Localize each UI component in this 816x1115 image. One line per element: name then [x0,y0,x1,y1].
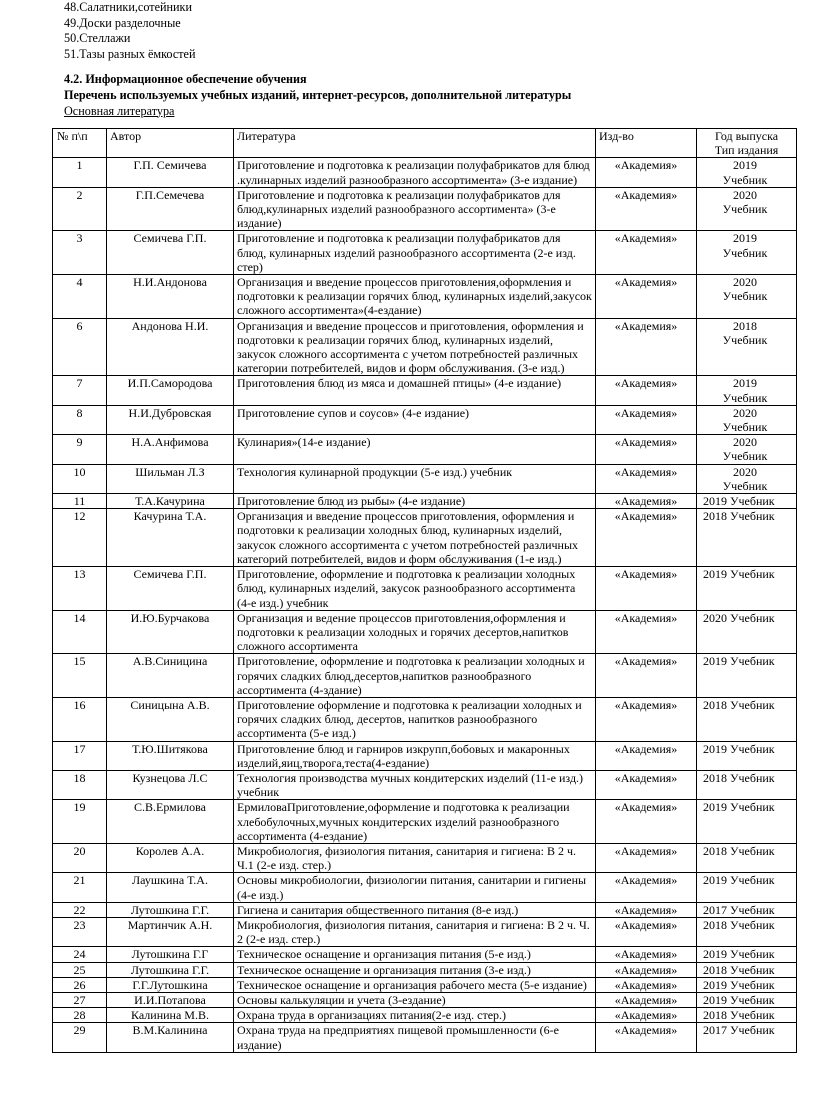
row-year: 2018 [703,962,727,977]
equipment-list-item: 48.Салатники,сотейники [64,0,193,14]
row-publisher: «Академия» [596,741,697,770]
row-literature: Гигиена и санитария общественного питания (8-е изд.) [234,902,596,917]
equipment-list-item: 49.Доски разделочные [64,15,181,30]
row-publisher: «Академия» [596,843,697,872]
row-year-type [697,494,797,509]
table-row [53,405,797,434]
row-literature: Технология кулинарной продукции (5-е изд.) учебник [234,464,596,493]
row-type: Учебник [722,449,768,464]
table-row [53,947,797,962]
row-author: И.Ю.Бурчакова [107,610,234,654]
row-publisher: «Академия» [596,610,697,654]
row-year-type [697,567,797,611]
table-row [53,654,797,698]
table-row [53,873,797,902]
row-literature: Организация и введение процессов и приготовления, оформления и подготовки к реализации горячих блюд, кулинарных изделий, закусок сложного ассортимента с учетом потребностей различных категории потребителей, видов и форм обслуживания. (3-е изд.) [234,318,596,376]
table-row [53,741,797,770]
row-num: 13 [53,567,107,611]
table-row [53,318,797,376]
row-publisher: «Академия» [596,435,697,464]
row-num: 11 [53,494,107,509]
row-literature: Организация и введение процессов приготовления,оформления и подготовки к реализации горячих блюд, кулинарных изделий,закусок сложного ассортимента»(4-ездание) [234,275,596,319]
row-type: Учебник [722,478,768,493]
row-publisher: «Академия» [596,770,697,799]
row-author: И.И.Потапова [107,992,234,1007]
row-num: 4 [53,275,107,319]
row-author: Лутошкина Г.Г [107,947,234,962]
table-row [53,158,797,187]
table-row [53,435,797,464]
row-year: 2020 [703,610,727,625]
row-type: Учебник [722,332,768,347]
row-year-type [697,509,797,567]
row-year: 2019 [703,494,727,509]
row-author: Г.П. Семичева [107,158,234,187]
table-row [53,187,797,231]
table-row [53,275,797,319]
table-row [53,770,797,799]
row-year-type [697,158,797,187]
row-type: Учебник [730,741,775,756]
row-literature: Организация и введение процессов приготовления, оформления и подготовки к реализации холодных блюд, кулинарных изделий, закусок сложного ассортимента с учетом потребностей различных категорий потребителей, видов и форм обслуживания (1-е изд.) [234,509,596,567]
row-literature: Приготовления блюд из мяса и домашней птицы» (4-е издание) [234,376,596,405]
row-publisher: «Академия» [596,800,697,844]
row-literature: Приготовление и подготовка к реализации полуфабрикатов для блюд .кулинарных изделий разнообразного ассортимента» (3-е издание) [234,158,596,187]
row-type: Учебник [730,509,775,524]
row-num: 9 [53,435,107,464]
row-num: 10 [53,464,107,493]
table-row [53,231,797,275]
row-year: 2017 [703,902,727,917]
row-type: Учебник [730,992,775,1007]
row-year-type [697,654,797,698]
row-type: Учебник [730,947,775,962]
row-year-type [697,1008,797,1023]
row-year: 2018 [703,509,727,524]
header-literature: Литература [234,129,596,158]
row-type: Учебник [730,1023,775,1038]
equipment-list-item: 51.Тазы разных ёмкостей [64,46,196,61]
header-type: Тип издания [714,143,779,158]
row-year-type [697,405,797,434]
row-year: 2019 [703,873,727,888]
row-publisher: «Академия» [596,464,697,493]
row-year: 2020 [733,435,757,450]
table-row [53,992,797,1007]
table-row [53,977,797,992]
row-publisher: «Академия» [596,1008,697,1023]
row-author: Мартинчик А.Н. [107,917,234,946]
row-num: 14 [53,610,107,654]
section-subheading: Основная литература [64,103,175,118]
section-subtitle: Перечень используемых учебных изданий, интернет-ресурсов, дополнительной литературы [64,87,572,102]
row-year: 2019 [703,654,727,669]
row-publisher: «Академия» [596,376,697,405]
row-year-type [697,1023,797,1052]
row-publisher: «Академия» [596,405,697,434]
table-row [53,464,797,493]
row-num: 27 [53,992,107,1007]
row-year: 2019 [703,741,727,756]
header-num: № п\п [53,129,107,158]
row-author: Лутошкина Г.Г. [107,902,234,917]
table-row [53,610,797,654]
row-year-type [697,697,797,741]
row-year-type [697,902,797,917]
row-year: 2019 [703,992,727,1007]
literature-table [52,128,797,1053]
row-num: 29 [53,1023,107,1052]
row-literature: Приготовление блюд из рыбы» (4-е издание) [234,494,596,509]
row-literature: Охрана труда на предприятиях пищевой промышленности (6-е издание) [234,1023,596,1052]
row-num: 28 [53,1008,107,1023]
table-row [53,376,797,405]
row-type: Учебник [730,654,775,669]
row-year: 2018 [703,697,727,712]
row-year: 2020 [733,187,757,202]
row-literature: Организация и ведение процессов приготовления,оформления и подготовки к реализации холодных и горячих десертов,напитков сложного ассортимента [234,610,596,654]
row-year: 2019 [703,800,727,815]
row-literature: Приготовление оформление и подготовка к реализации холодных и горячих сладких блюд, десертов, напитков разнообразного ассортимента (5-е изд.) [234,697,596,741]
row-num: 15 [53,654,107,698]
row-num: 7 [53,376,107,405]
row-author: Т.Ю.Шитякова [107,741,234,770]
row-num: 2 [53,187,107,231]
row-year-type [697,800,797,844]
row-num: 8 [53,405,107,434]
row-year-type [697,318,797,376]
row-year: 2018 [703,917,727,932]
row-type: Учебник [722,172,768,187]
row-publisher: «Академия» [596,318,697,376]
row-publisher: «Академия» [596,509,697,567]
row-literature: Приготовление, оформление и подготовка к реализации холодных блюд, кулинарных изделий, закусок разнообразного ассортимента (4-е изд.) учебник [234,567,596,611]
row-type: Учебник [722,420,768,435]
row-type: Учебник [730,902,775,917]
row-author: А.В.Синицина [107,654,234,698]
equipment-list-item: 50.Стеллажи [64,31,131,46]
row-type: Учебник [722,245,768,260]
row-publisher: «Академия» [596,494,697,509]
row-literature: Приготовление блюд и гарниров изкрупп,бобовых и макаронных изделий,яиц,творога,теста(4-ездание) [234,741,596,770]
table-row [53,494,797,509]
row-literature: Приготовление супов и соусов» (4-е издание) [234,405,596,434]
row-type: Учебник [722,390,768,405]
row-literature: Приготовление, оформление и подготовка к реализации холодных и горячих сладких блюд,десертов,напитков разнообразного ассортимента (4-здание) [234,654,596,698]
row-num: 16 [53,697,107,741]
row-year: 2018 [733,318,757,333]
row-publisher: «Академия» [596,697,697,741]
row-author: Г.П.Семечева [107,187,234,231]
row-type: Учебник [730,1008,775,1023]
row-type: Учебник [730,770,775,785]
row-author: С.В.Ермилова [107,800,234,844]
row-type: Учебник [730,567,775,582]
row-year-type [697,992,797,1007]
row-year-type [697,962,797,977]
row-year-type [697,187,797,231]
row-type: Учебник [730,977,775,992]
row-year-type [697,610,797,654]
row-publisher: «Академия» [596,187,697,231]
table-row [53,902,797,917]
row-literature: Микробиология, физиология питания, санитария и гигиена: В 2 ч. Ч. 2 (2-е изд. стер.) [234,917,596,946]
header-year: Год выпуска [714,129,779,143]
row-type: Учебник [730,843,775,858]
row-year-type [697,873,797,902]
row-year: 2019 [733,231,757,246]
table-row [53,843,797,872]
row-year-type [697,947,797,962]
row-type: Учебник [730,494,775,509]
row-publisher: «Академия» [596,992,697,1007]
row-author: Лаушкина Т.А. [107,873,234,902]
row-year-type [697,917,797,946]
row-publisher: «Академия» [596,977,697,992]
row-year: 2019 [733,376,757,391]
row-year-type [697,977,797,992]
row-num: 23 [53,917,107,946]
row-literature: ЕрмиловаПриготовление,оформление и подготовка к реализации хлебобулочных,мучных кондитерских изделий разнообразного ассортимента (4-ездание) [234,800,596,844]
row-year-type [697,231,797,275]
row-num: 21 [53,873,107,902]
row-publisher: «Академия» [596,1023,697,1052]
row-author: Королев А.А. [107,843,234,872]
row-type: Учебник [722,202,768,217]
row-num: 22 [53,902,107,917]
table-row [53,962,797,977]
row-literature: Микробиология, физиология питания, санитария и гигиена: В 2 ч. Ч.1 (2-е изд. стер.) [234,843,596,872]
row-author: И.П.Самородова [107,376,234,405]
row-author: Т.А.Качурина [107,494,234,509]
row-type: Учебник [722,289,768,304]
row-publisher: «Академия» [596,654,697,698]
row-author: Калинина М.В. [107,1008,234,1023]
row-author: Н.И.Дубровская [107,405,234,434]
row-type: Учебник [730,962,775,977]
row-author: Н.А.Анфимова [107,435,234,464]
row-author: Г.Г.Лутошкина [107,977,234,992]
table-row [53,697,797,741]
row-year: 2020 [733,405,757,420]
row-publisher: «Академия» [596,873,697,902]
row-type: Учебник [730,917,775,932]
row-literature: Охрана труда в организациях питания(2-е изд. стер.) [234,1008,596,1023]
row-num: 20 [53,843,107,872]
row-type: Учебник [730,800,775,815]
row-num: 24 [53,947,107,962]
row-num: 18 [53,770,107,799]
table-row [53,1008,797,1023]
row-literature: Техническое оснащение и организация рабочего места (5-е издание) [234,977,596,992]
row-literature: Основы микробиологии, физиологии питания, санитарии и гигиены (4-е изд.) [234,873,596,902]
row-literature: Приготовление и подготовка к реализации полуфабрикатов для блюд, кулинарных изделий разнообразного ассортимента (2-е изд. стер) [234,231,596,275]
row-year-type [697,376,797,405]
row-year-type [697,435,797,464]
row-year: 2017 [703,1023,727,1038]
row-publisher: «Академия» [596,158,697,187]
row-num: 26 [53,977,107,992]
row-publisher: «Академия» [596,567,697,611]
row-publisher: «Академия» [596,902,697,917]
row-year: 2019 [703,977,727,992]
row-publisher: «Академия» [596,231,697,275]
row-type: Учебник [730,873,775,888]
row-year-type [697,275,797,319]
row-num: 1 [53,158,107,187]
row-num: 25 [53,962,107,977]
row-publisher: «Академия» [596,917,697,946]
row-author: Качурина Т.А. [107,509,234,567]
row-type: Учебник [730,610,775,625]
row-author: Семичева Г.П. [107,567,234,611]
row-literature: Кулинария»(14-е издание) [234,435,596,464]
row-year-type [697,770,797,799]
table-row [53,567,797,611]
row-literature: Технология производства мучных кондитерских изделий (11-е изд.) учебник [234,770,596,799]
page-header-block [64,0,571,119]
row-num: 12 [53,509,107,567]
row-publisher: «Академия» [596,275,697,319]
row-author: В.М.Калинина [107,1023,234,1052]
row-literature: Приготовление и подготовка к реализации полуфабрикатов для блюд,кулинарных изделий разнообразного ассортимента» (3-е издание) [234,187,596,231]
row-year: 2019 [703,947,727,962]
table-header-row [53,129,797,158]
section-title: 4.2. Информационное обеспечение обучения [64,72,307,87]
row-literature: Техническое оснащение и организация питания (5-е изд.) [234,947,596,962]
table-row [53,917,797,946]
table-row [53,800,797,844]
header-author: Автор [107,129,234,158]
row-author: Кузнецова Л.С [107,770,234,799]
row-year: 2019 [733,158,757,173]
row-num: 17 [53,741,107,770]
row-type: Учебник [730,697,775,712]
header-publisher: Изд-во [596,129,697,158]
row-author: Н.И.Андонова [107,275,234,319]
row-num: 3 [53,231,107,275]
row-num: 19 [53,800,107,844]
row-year: 2020 [733,275,757,290]
row-author: Синицына А.В. [107,697,234,741]
row-year: 2018 [703,1008,727,1023]
row-year: 2019 [703,567,727,582]
row-publisher: «Академия» [596,962,697,977]
header-year-type [697,129,797,158]
row-author: Шильман Л.З [107,464,234,493]
row-year: 2018 [703,843,727,858]
row-literature: Основы калькуляции и учета (3-ездание) [234,992,596,1007]
row-year-type [697,464,797,493]
row-author: Лутошкина Г.Г. [107,962,234,977]
table-row [53,1023,797,1052]
row-num: 6 [53,318,107,376]
row-year: 2018 [703,770,727,785]
row-year: 2020 [733,464,757,479]
row-author: Семичева Г.П. [107,231,234,275]
row-publisher: «Академия» [596,947,697,962]
table-row [53,509,797,567]
row-author: Андонова Н.И. [107,318,234,376]
row-literature: Техническое оснащение и организация питания (3-е изд.) [234,962,596,977]
row-year-type [697,741,797,770]
row-year-type [697,843,797,872]
